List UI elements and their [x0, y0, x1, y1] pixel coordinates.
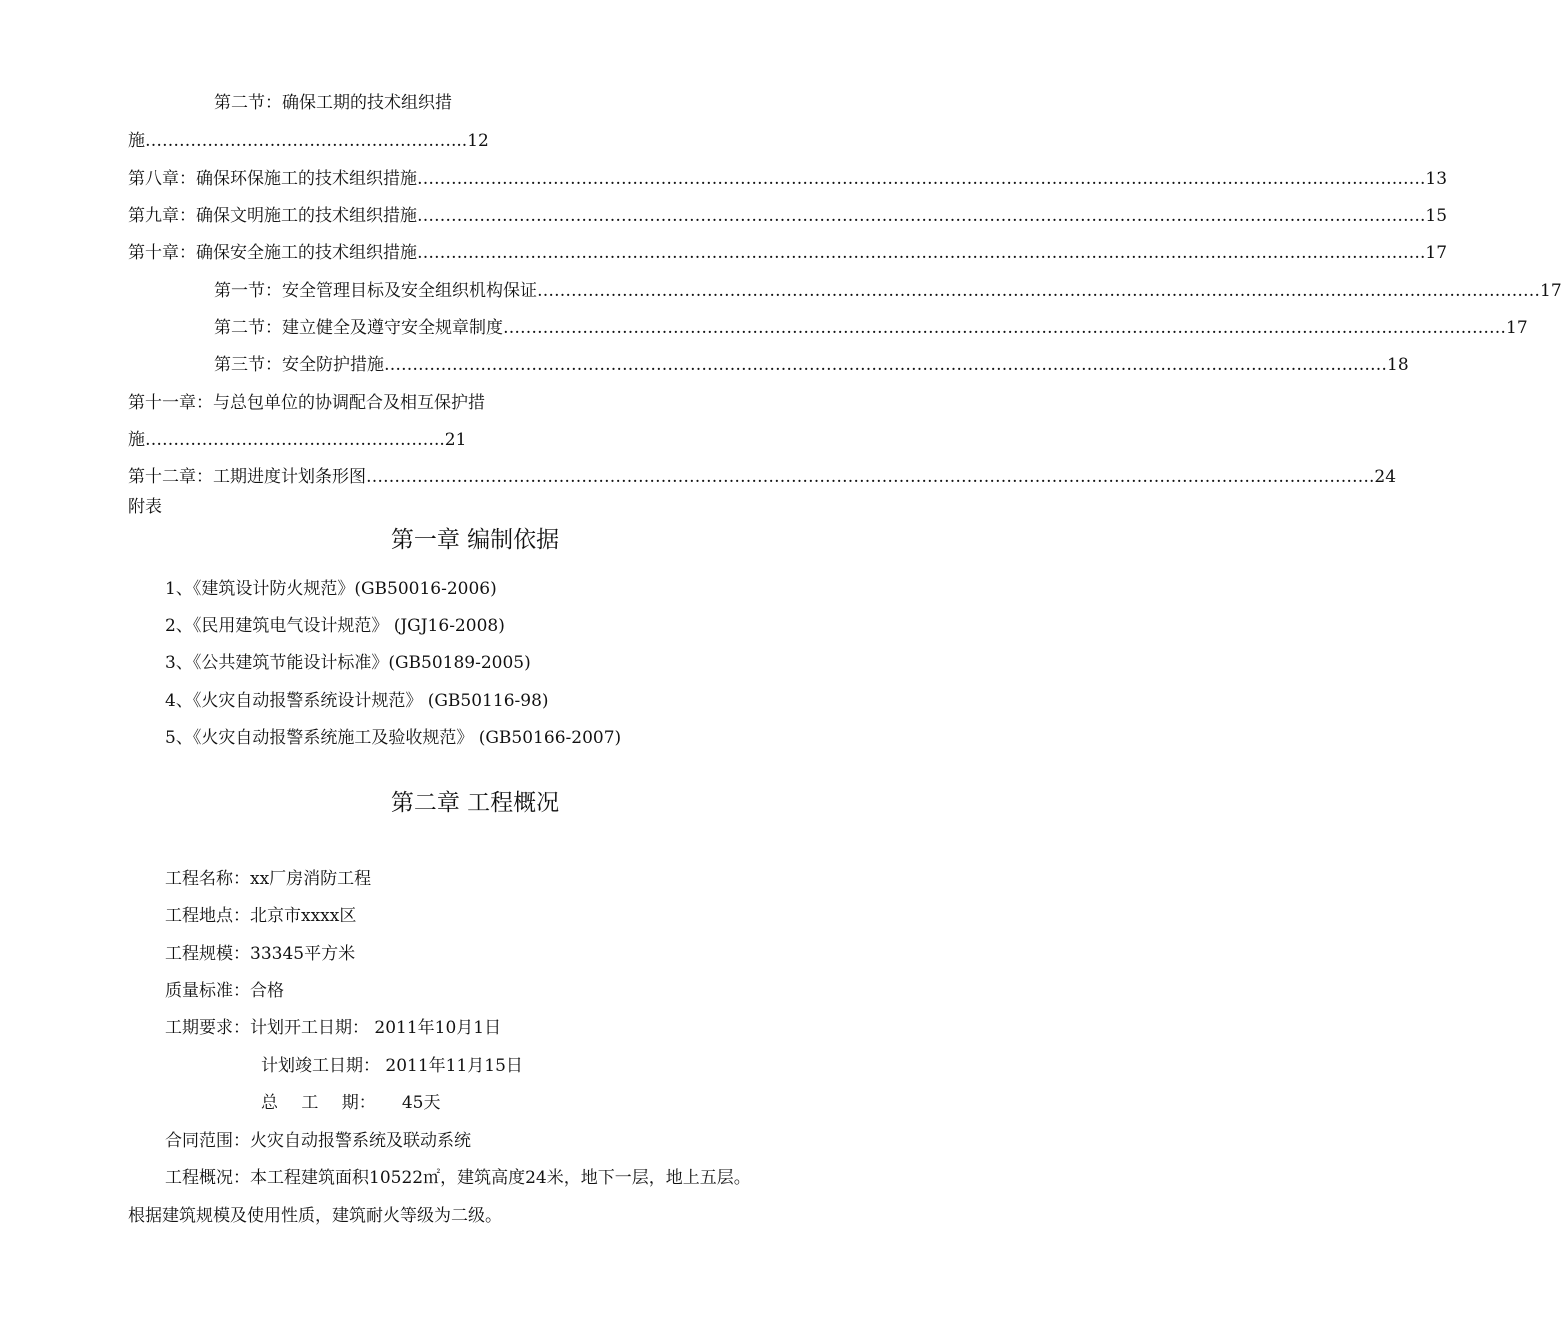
toc-label: 第三节：安全防护措施 — [214, 355, 384, 375]
toc-leader: …………………………………………………………………………………………………………………………………………………………… — [417, 243, 1420, 263]
project-overview-value: 本工程建筑面积10522㎡，建筑高度24米，地下一层，地上五层。 — [250, 1168, 751, 1188]
project-overview-row — [165, 1167, 751, 1189]
project-site-value: 北京市xxxx区 — [250, 906, 357, 926]
toc-label: 第二节：建立健全及遵守安全规章制度 — [214, 318, 503, 338]
toc-chapter-10-section-2 — [214, 317, 1528, 339]
toc-chapter-10 — [128, 242, 1448, 264]
toc-chapter-8 — [128, 168, 1448, 190]
toc-label: 施 — [128, 131, 145, 151]
toc-label: 施 — [128, 430, 145, 450]
total-duration-row — [261, 1092, 440, 1114]
total-duration-value: 45天 — [401, 1093, 441, 1113]
project-overview-continued: 根据建筑规模及使用性质，建筑耐火等级为二级。 — [128, 1206, 502, 1226]
project-name-row — [165, 868, 371, 890]
schedule-label: 工期要求： — [165, 1018, 250, 1038]
contract-scope-row — [165, 1130, 471, 1152]
toc-leader: …………………………………………………………………………………………………………………………………………………………… — [417, 169, 1420, 189]
reference-item-4: 4、《火灾自动报警系统设计规范》 (GB50116-98) — [165, 691, 549, 711]
toc-label: 第八章：确保环保施工的技术组织措施 — [128, 169, 417, 189]
toc-chapter-10-section-3 — [214, 354, 1409, 376]
toc-label: 第一节：安全管理目标及安全组织机构保证 — [214, 281, 537, 301]
project-scale-value: 33345平方米 — [250, 944, 356, 964]
toc-page: ...12 — [451, 131, 489, 151]
toc-chapter-12 — [128, 466, 1397, 488]
quality-standard-value: 合格 — [250, 981, 284, 1001]
total-duration-label: 总 工 期： — [261, 1093, 376, 1113]
toc-leader: …………………………………………… — [145, 430, 434, 450]
toc-leader: …………………………………………………………………………………………………………………………………………………………… — [417, 206, 1420, 226]
reference-item-5: 5、《火灾自动报警系统施工及验收规范》 (GB50166-2007) — [165, 728, 622, 748]
toc-page: .15 — [1420, 206, 1448, 226]
chapter-2-title: 第二章 工程概况 — [390, 790, 560, 816]
toc-leader: …………………………………………………………………………………………………………………………………………………………… — [537, 281, 1540, 301]
contract-scope-value: 火灾自动报警系统及联动系统 — [250, 1131, 471, 1151]
toc-chapter-9 — [128, 205, 1448, 227]
toc-leader: ……………………………………………… — [145, 131, 451, 151]
toc-leader: …………………………………………………………………………………………………………………………………………………………… — [503, 318, 1506, 338]
toc-chapter-10-section-1 — [214, 280, 1562, 302]
schedule-row — [165, 1017, 501, 1039]
toc-page: .13 — [1420, 169, 1448, 189]
toc-section-2-line2 — [128, 130, 489, 152]
toc-label: 第九章：确保文明施工的技术组织措施 — [128, 206, 417, 226]
toc-appendix: 附表 — [128, 497, 162, 517]
project-overview-label: 工程概况： — [165, 1168, 250, 1188]
planned-end-date: 计划竣工日期： 2011年11月15日 — [261, 1056, 523, 1076]
project-name-value: xx厂房消防工程 — [250, 869, 372, 889]
toc-chapter-11-line1: 第十一章：与总包单位的协调配合及相互保护措 — [128, 393, 485, 413]
toc-page: .17 — [1420, 243, 1448, 263]
toc-leader: …………………………………………………………………………………………………………………………………………………………… — [384, 355, 1387, 375]
toc-page: ..21 — [434, 430, 467, 450]
toc-section-2-line1: 第二节：确保工期的技术组织措 — [214, 93, 452, 113]
toc-leader: …………………………………………………………………………………………………………………………………………………………… — [366, 467, 1369, 487]
toc-label: 第十章：确保安全施工的技术组织措施 — [128, 243, 417, 263]
project-site-row — [165, 905, 356, 927]
toc-page: 18 — [1387, 355, 1409, 375]
contract-scope-label: 合同范围： — [165, 1131, 250, 1151]
project-name-label: 工程名称： — [165, 869, 250, 889]
toc-chapter-11-line2 — [128, 429, 466, 451]
toc-label: 第十二章：工期进度计划条形图 — [128, 467, 366, 487]
chapter-1-title: 第一章 编制依据 — [390, 527, 560, 553]
toc-page: 17 — [1540, 281, 1562, 301]
reference-item-1: 1、《建筑设计防火规范》(GB50016-2006) — [165, 579, 497, 599]
project-scale-label: 工程规模： — [165, 944, 250, 964]
toc-page: 17 — [1506, 318, 1528, 338]
project-site-label: 工程地点： — [165, 906, 250, 926]
quality-standard-row — [165, 980, 284, 1002]
toc-page: .24 — [1369, 467, 1397, 487]
planned-start-date: 计划开工日期： 2011年10月1日 — [250, 1018, 502, 1038]
reference-item-3: 3、《公共建筑节能设计标准》(GB50189-2005) — [165, 653, 531, 673]
reference-item-2: 2、《民用建筑电气设计规范》 (JGJ16-2008) — [165, 616, 505, 636]
project-scale-row — [165, 943, 355, 965]
quality-standard-label: 质量标准： — [165, 981, 250, 1001]
